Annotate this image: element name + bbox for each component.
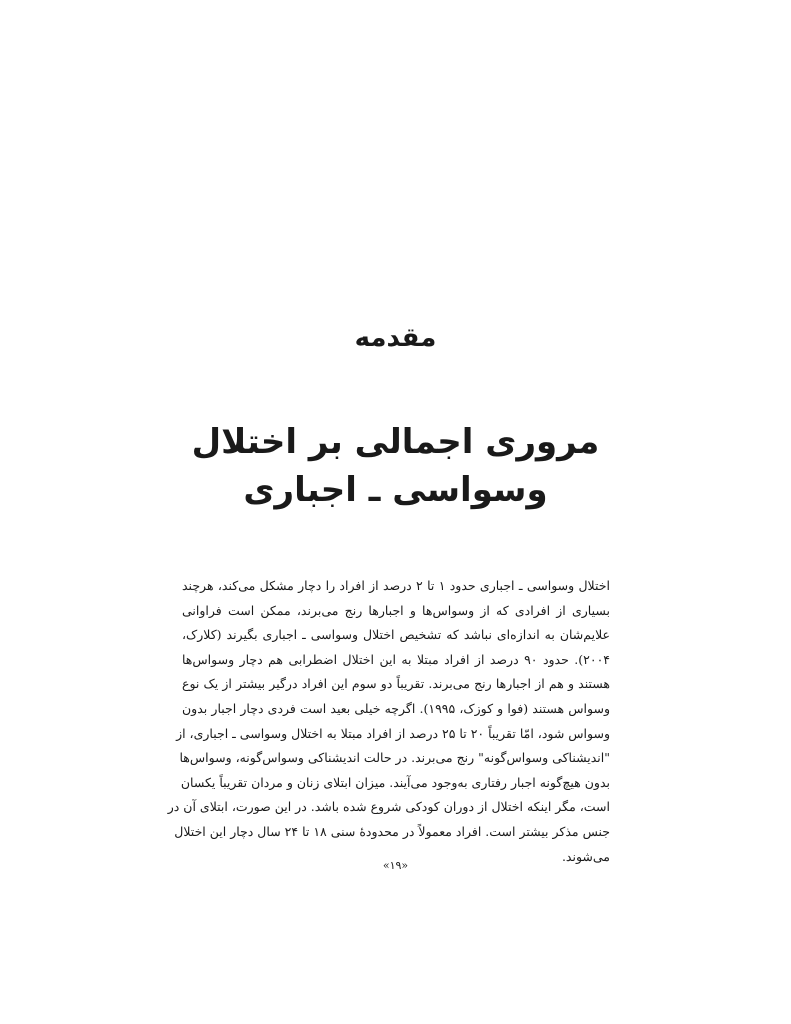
chapter-title-line-1: مروری اجمالی بر اختلال — [191, 422, 600, 462]
body-paragraph — [167, 574, 610, 869]
page-number: «۱۹» — [382, 859, 409, 872]
paragraph-line: بدون هیچ‌گونه اجبار رفتاری به‌وجود می‌آیند. میزان ابتلای زنان و مردان تقریباً یکسان — [180, 774, 610, 790]
chapter-title — [0, 418, 791, 514]
paragraph-line: می‌شوند. — [561, 848, 610, 864]
paragraph-line: ۲۰۰۴). حدود ۹۰ درصد از افراد مبتلا به این اختلال اضطرابی هم دچار وسواس‌ها — [182, 651, 610, 667]
paragraph-line: "اندیشناکی وسواس‌گونه" رنج می‌برند. در حالت اندیشناکی وسواس‌گونه، وسواس‌ها — [179, 750, 610, 766]
paragraph-line: است، مگر اینکه اختلال از دوران کودکی شروع شده باشد. در این صورت، ابتلای آن در — [167, 799, 610, 815]
paragraph-line: وسواس هستند (فوا و کوزک، ۱۹۹۵). اگرچه خیلی بعید است فردی دچار اجبار بدون — [182, 700, 610, 716]
paragraph-line: هستند و هم از اجبارها رنج می‌برند. تقریباً دو سوم این افراد درگیر بیشتر از یک نوع — [182, 676, 610, 692]
chapter-title-line-2: وسواسی ـ اجباری — [243, 470, 548, 510]
paragraph-line: بسیاری از افرادی که از وسواس‌ها و اجبارها رنج می‌برند، ممکن است فراوانی — [182, 602, 610, 618]
paragraph-line: اختلال وسواسی ـ اجباری حدود ۱ تا ۲ درصد از افراد را دچار مشکل می‌کند، هرچند — [182, 578, 610, 593]
section-label: مقدمه — [354, 323, 437, 353]
paragraph-line: علایم‌شان به اندازه‌ای نباشد که تشخیص اختلال وسواسی ـ اجباری بگیرند (کلارک، — [182, 627, 610, 643]
paragraph-line: وسواس شود، امّا تقریباً ۲۰ تا ۲۵ درصد از افراد مبتلا به اختلال وسواسی ـ اجباری، از — [176, 725, 610, 741]
paragraph-line: جنس مذکر بیشتر است. افراد معمولاً در محدودهٔ سنی ۱۸ تا ۲۴ سال دچار این اختلال — [174, 823, 610, 839]
